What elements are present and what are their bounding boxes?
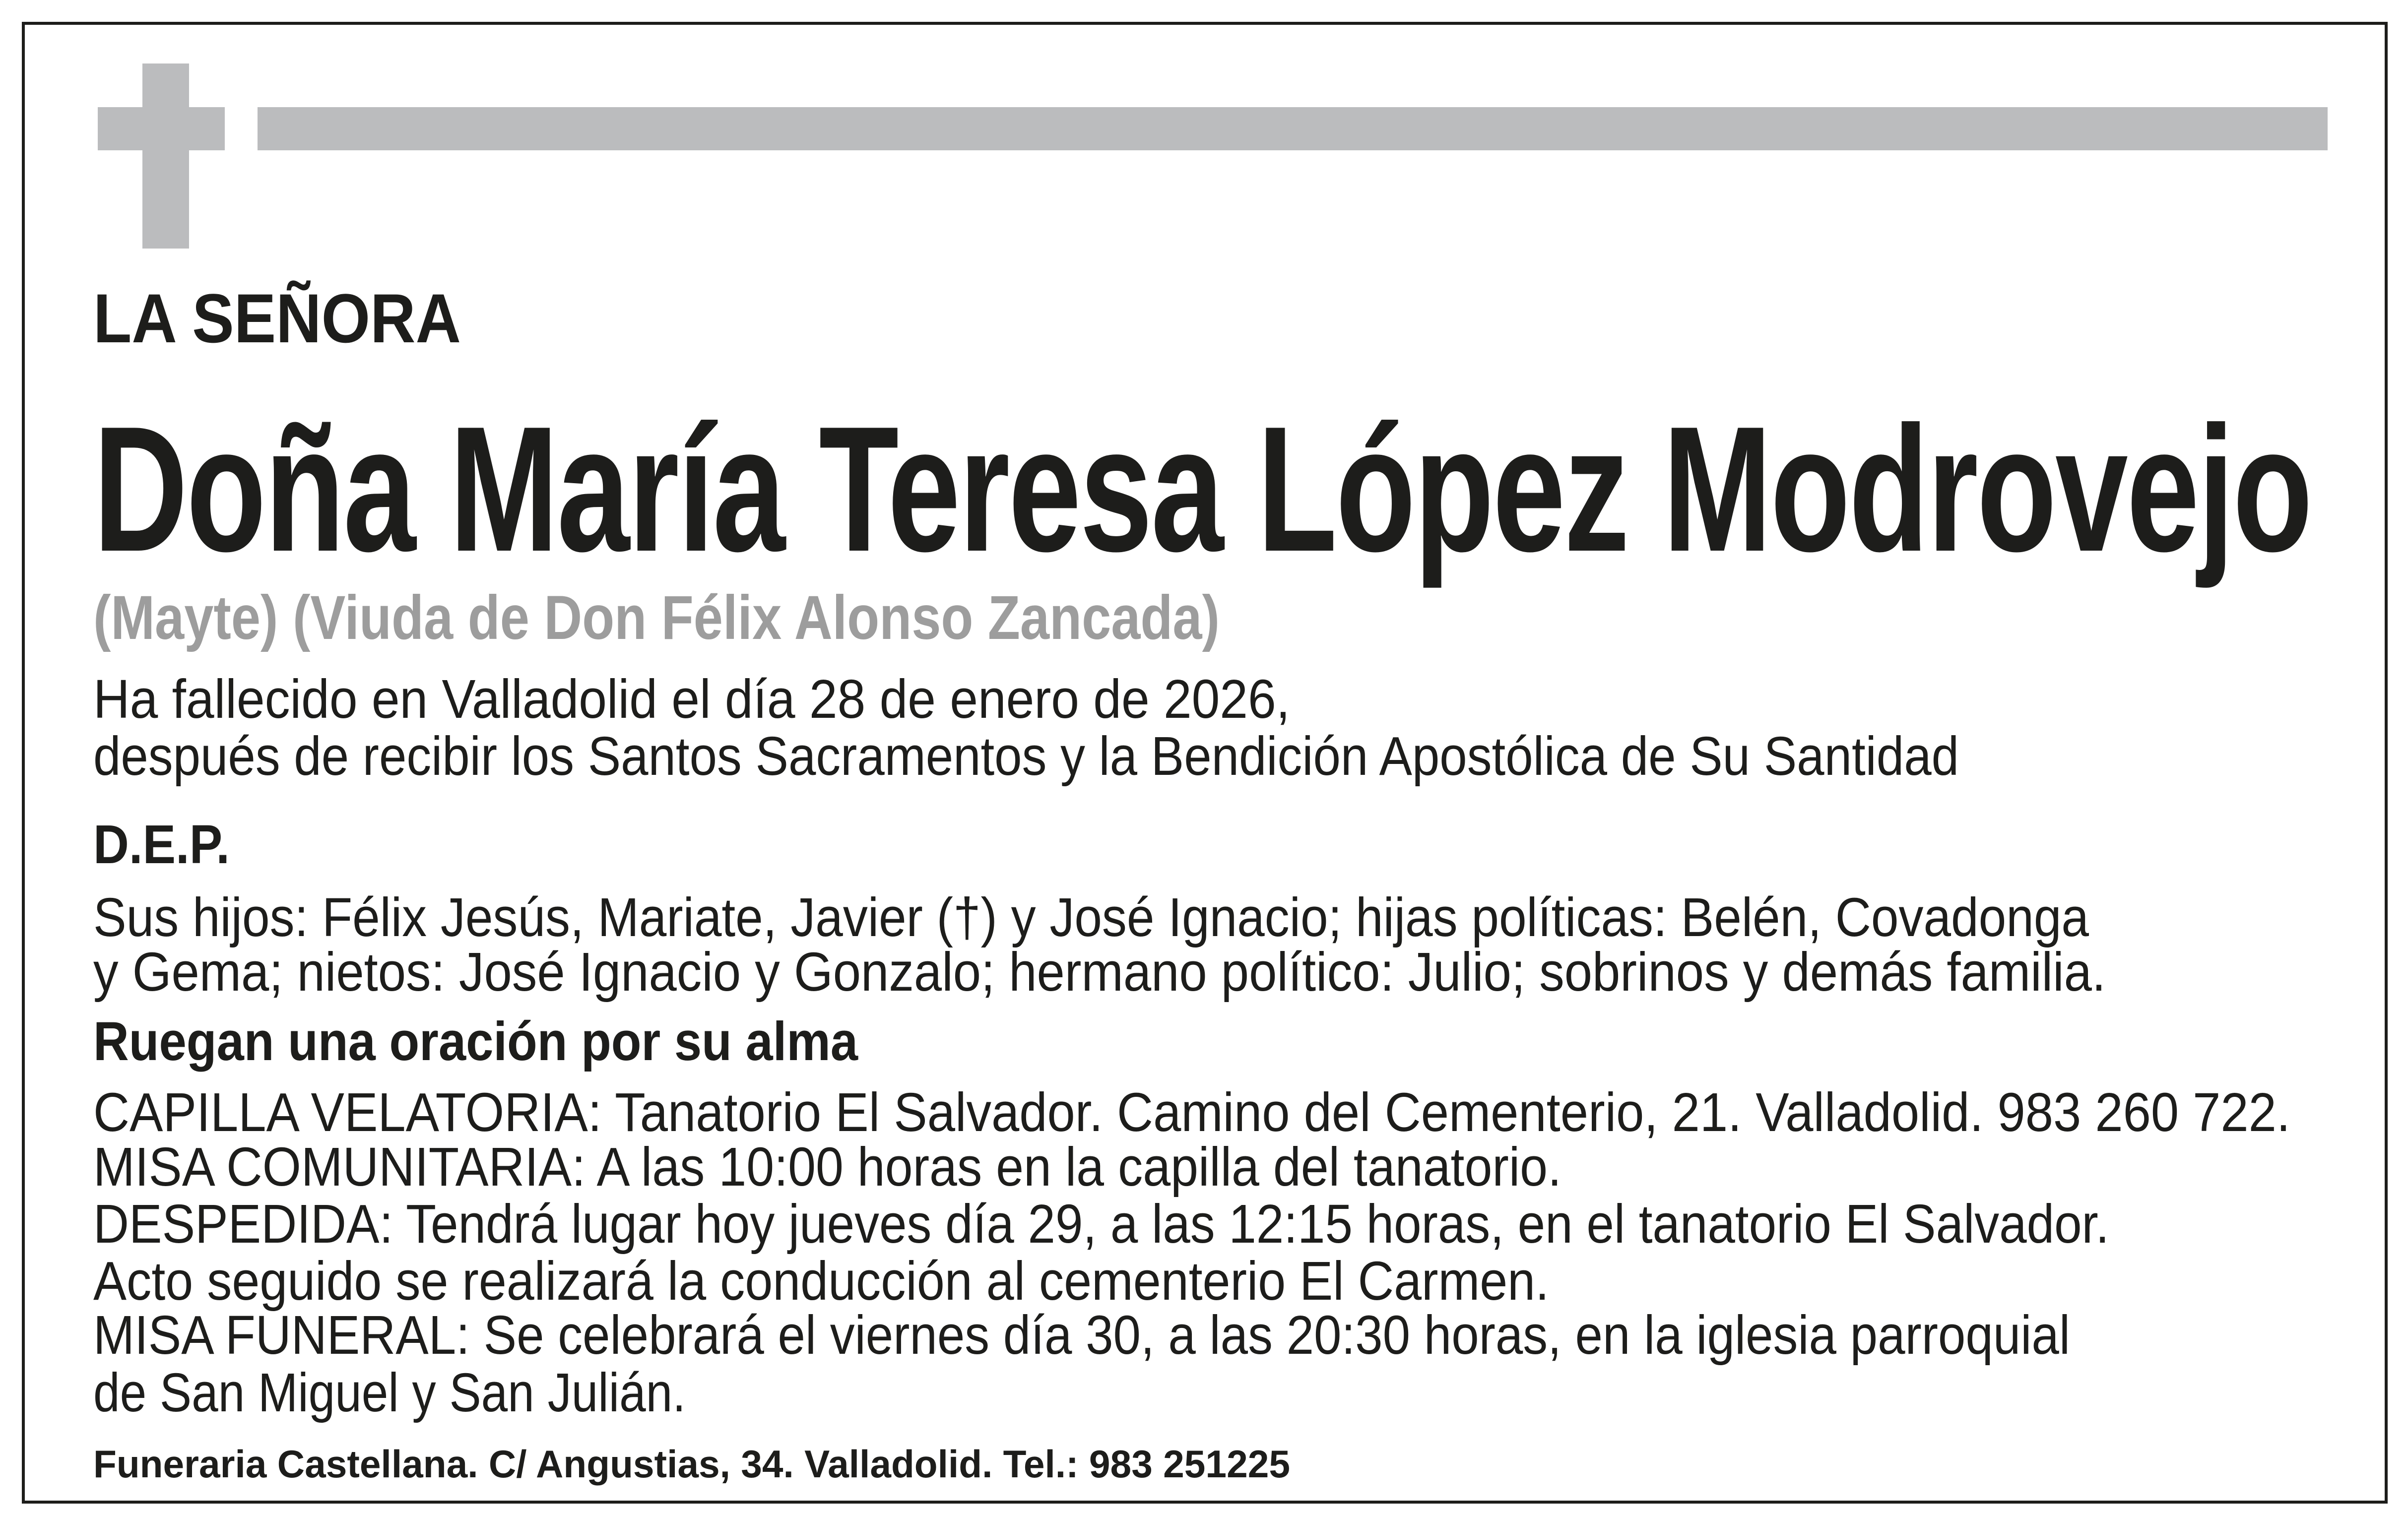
detail-line: MISA FUNERAL: Se celebrará el viernes día 30, a las 20:30 horas, en la iglesia parroquial bbox=[93, 1305, 2070, 1366]
detail-line: MISA COMUNITARIA: A las 10:00 horas en la capilla del tanatorio. bbox=[93, 1136, 1562, 1198]
detail-line: CAPILLA VELATORIA: Tanatorio El Salvador. Camino del Cementerio, 21. Valladolid. 983 260 722. bbox=[93, 1082, 2290, 1143]
dep-label: D.E.P. bbox=[93, 814, 230, 875]
family-line: Sus hijos: Félix Jesús, Mariate, Javier (†) y José Ignacio; hijas políticas: Belén, Covadonga bbox=[93, 887, 2089, 948]
detail-line: Acto seguido se realizará la conducción al cementerio El Carmen. bbox=[93, 1251, 1549, 1312]
header-rule bbox=[258, 107, 2328, 150]
prayer-request: Ruegan una oración por su alma bbox=[93, 1011, 858, 1072]
detail-line: DESPEDIDA: Tendrá lugar hoy jueves día 29, a las 12:15 horas, en el tanatorio El Salvador. bbox=[93, 1194, 2109, 1255]
announcement-line: después de recibir los Santos Sacramentos y la Bendición Apostólica de Su Santidad bbox=[93, 726, 1959, 787]
family-line: y Gema; nietos: José Ignacio y Gonzalo; hermano político: Julio; sobrinos y demás familia. bbox=[93, 942, 2106, 1003]
deceased-subtitle: (Mayte) (Viuda de Don Félix Alonso Zancada) bbox=[93, 583, 1220, 652]
announcement-line: Ha fallecido en Valladolid el día 28 de enero de 2026, bbox=[93, 669, 1290, 730]
deceased-name: Doña María Teresa López Modrovejo bbox=[93, 389, 2311, 589]
funeral-home-footer: Funeraria Castellana. C/ Angustias, 34. Valladolid. Tel.: 983 251225 bbox=[93, 1442, 1290, 1486]
detail-line: de San Miguel y San Julián. bbox=[93, 1362, 686, 1423]
header-title: LA SEÑORA bbox=[93, 279, 461, 357]
